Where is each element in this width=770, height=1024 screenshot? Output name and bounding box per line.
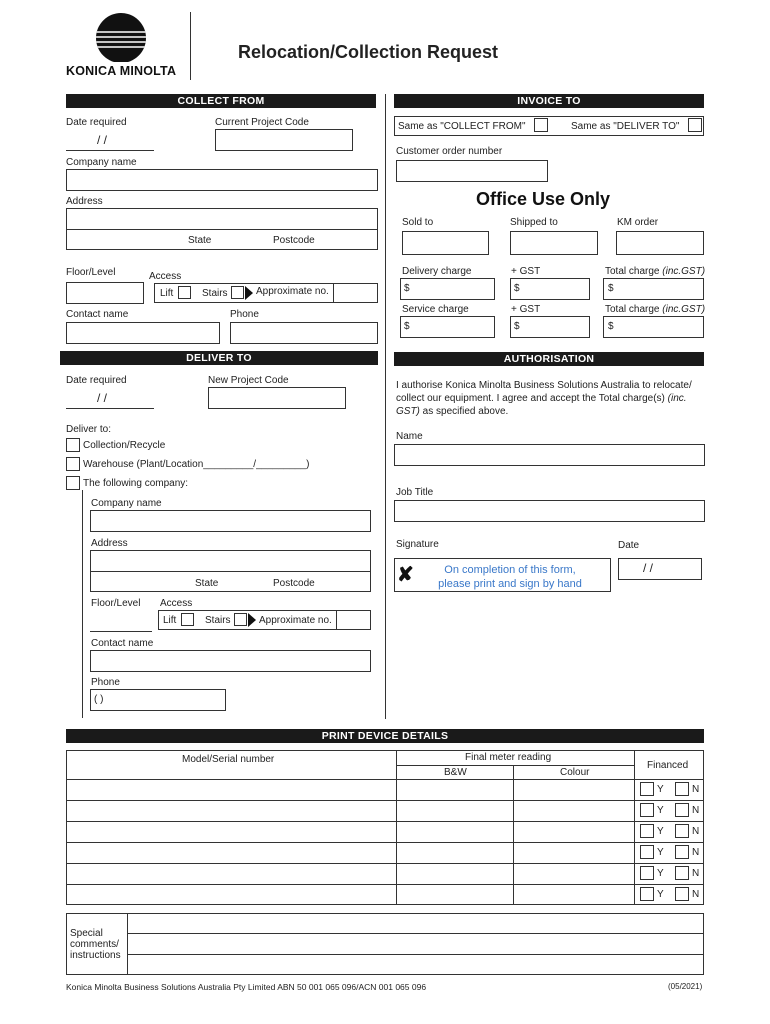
footer-version: (05/2021)	[668, 982, 703, 991]
new-project-code-label: New Project Code	[208, 375, 289, 386]
device-model-field[interactable]	[67, 843, 395, 862]
device-bw-field[interactable]	[397, 864, 512, 883]
shipped-to-label: Shipped to	[510, 217, 558, 228]
colour-header: Colour	[560, 767, 590, 778]
service-total-inc-gst: (inc.GST)	[662, 304, 706, 315]
same-as-deliver-checkbox[interactable]	[688, 118, 702, 132]
collect-from-heading: COLLECT FROM	[66, 94, 376, 108]
deliver-company-label: Company name	[91, 498, 162, 509]
service-gst-label: + GST	[511, 304, 541, 315]
footer-company: Konica Minolta Business Solutions Australia Pty Limited ABN 50 001 065 096/ACN 001 065 096	[66, 982, 427, 992]
following-company-checkbox[interactable]	[66, 476, 80, 490]
collect-phone-field[interactable]	[230, 322, 378, 344]
service-total-dollar: $	[608, 321, 614, 332]
km-order-field[interactable]	[616, 231, 704, 255]
delivery-charge-dollar: $	[404, 283, 410, 294]
same-as-collect-label: Same as "COLLECT FROM"	[398, 121, 526, 132]
logo-globe-icon	[66, 10, 186, 62]
delivery-total-field[interactable]	[603, 278, 704, 300]
financed-no-label: N	[692, 847, 700, 858]
financed-yes-label: Y	[657, 868, 664, 879]
brand-name: KONICA MINOLTA	[66, 64, 177, 78]
deliver-address-label: Address	[91, 538, 128, 549]
final-meter-header: Final meter reading	[465, 752, 552, 763]
delivery-total-dollar: $	[608, 283, 614, 294]
device-model-field[interactable]	[67, 885, 395, 904]
deliver-approx-label: Approximate no.	[259, 615, 332, 626]
deliver-date-slashes: / /	[97, 391, 108, 405]
delivery-gst-label: + GST	[511, 266, 541, 277]
service-charge-label: Service charge	[402, 304, 469, 315]
deliver-approx-arrow-icon	[248, 613, 256, 627]
header-divider	[190, 12, 191, 80]
current-project-code-field[interactable]	[215, 129, 353, 151]
device-bw-field[interactable]	[397, 780, 512, 799]
delivery-charge-field[interactable]	[400, 278, 495, 300]
collect-floor-field[interactable]	[66, 282, 144, 304]
deliver-date-field[interactable]	[66, 387, 154, 409]
special-label-line-3: instructions	[70, 950, 121, 961]
device-model-field[interactable]	[67, 801, 395, 820]
collect-contact-field[interactable]	[66, 322, 220, 344]
same-as-collect-checkbox[interactable]	[534, 118, 548, 132]
authorisation-heading: AUTHORISATION	[394, 352, 704, 366]
collect-contact-label: Contact name	[66, 309, 129, 320]
collect-floor-label: Floor/Level	[66, 267, 116, 278]
deliver-access-label: Access	[160, 598, 193, 609]
konica-minolta-logo	[66, 10, 186, 80]
device-colour-field[interactable]	[514, 885, 633, 904]
service-gst-field[interactable]	[510, 316, 590, 338]
deliver-address-divider	[90, 571, 371, 572]
deliver-approx-field[interactable]	[336, 610, 371, 630]
collect-postcode-label: Postcode	[273, 235, 315, 246]
authorisation-line-2-italic: (inc.	[667, 393, 687, 404]
deliver-state-label: State	[195, 578, 219, 589]
auth-job-title-field[interactable]	[394, 500, 705, 522]
collect-phone-label: Phone	[230, 309, 259, 320]
deliver-floor-field[interactable]	[90, 610, 152, 632]
device-bw-field[interactable]	[397, 801, 512, 820]
customer-order-field[interactable]	[396, 160, 548, 182]
model-serial-header: Model/Serial number	[182, 754, 275, 765]
authorisation-line-1: I authorise Konica Minolta Business Solutions Australia to relocate/	[396, 380, 692, 391]
devices-heading: PRINT DEVICE DETAILS	[66, 729, 704, 743]
financed-yes-checkbox[interactable]	[640, 866, 654, 880]
financed-yes-checkbox[interactable]	[640, 782, 654, 796]
collect-approx-field[interactable]	[333, 283, 378, 303]
collect-company-label: Company name	[66, 157, 137, 168]
warehouse-label: Warehouse (Plant/Location_________/_________)	[83, 459, 310, 470]
collect-date-label: Date required	[66, 117, 127, 128]
deliver-stairs-label: Stairs	[205, 615, 231, 626]
device-colour-field[interactable]	[514, 843, 633, 862]
authorisation-line-3-text: as specified above.	[419, 406, 509, 417]
service-charge-dollar: $	[404, 321, 410, 332]
delivery-gst-field[interactable]	[510, 278, 590, 300]
deliver-company-field[interactable]	[90, 510, 371, 532]
deliver-phone-paren: ( )	[94, 694, 104, 705]
auth-name-label: Name	[396, 431, 423, 442]
warehouse-checkbox[interactable]	[66, 457, 80, 471]
delivery-total-label	[605, 266, 705, 277]
device-model-field[interactable]	[67, 780, 395, 799]
authorisation-line-2	[396, 392, 706, 405]
collect-stairs-checkbox[interactable]	[231, 286, 244, 299]
financed-no-label: N	[692, 889, 700, 900]
auth-signature-label: Signature	[396, 539, 439, 550]
collect-lift-label: Lift	[160, 288, 174, 299]
financed-yes-label: Y	[657, 784, 664, 795]
customer-order-label: Customer order number	[396, 146, 503, 157]
signature-note-line-2: please print and sign by hand	[438, 578, 582, 590]
collect-date-slashes: / /	[97, 133, 108, 147]
deliver-lift-checkbox[interactable]	[181, 613, 194, 626]
auth-date-label: Date	[618, 540, 640, 551]
delivery-total-text: Total charge	[605, 266, 663, 277]
financed-no-checkbox[interactable]	[675, 782, 689, 796]
collect-lift-checkbox[interactable]	[178, 286, 191, 299]
special-comments-field[interactable]	[128, 914, 703, 974]
column-divider	[385, 94, 386, 719]
deliver-phone-label: Phone	[91, 677, 120, 688]
deliver-contact-label: Contact name	[91, 638, 154, 649]
deliver-to-label: Deliver to:	[66, 424, 112, 435]
collect-state-label: State	[188, 235, 212, 246]
financed-header: Financed	[647, 760, 689, 771]
financed-no-checkbox[interactable]	[675, 824, 689, 838]
deliver-contact-field[interactable]	[90, 650, 371, 672]
sold-to-label: Sold to	[402, 217, 434, 228]
collect-address-divider	[66, 229, 378, 230]
following-company-label: The following company:	[83, 478, 189, 489]
device-model-field[interactable]	[67, 822, 395, 841]
collect-access-label: Access	[149, 271, 182, 282]
financed-no-checkbox[interactable]	[675, 803, 689, 817]
service-gst-dollar: $	[514, 321, 520, 332]
new-project-code-field[interactable]	[208, 387, 346, 409]
financed-no-checkbox[interactable]	[675, 887, 689, 901]
delivery-gst-dollar: $	[514, 283, 520, 294]
collect-stairs-label: Stairs	[202, 288, 228, 299]
financed-yes-checkbox[interactable]	[640, 887, 654, 901]
financed-yes-label: Y	[657, 847, 664, 858]
financed-yes-label: Y	[657, 826, 664, 837]
device-model-field[interactable]	[67, 864, 395, 883]
deliver-to-heading: DELIVER TO	[60, 351, 378, 365]
deliver-date-label: Date required	[66, 375, 127, 386]
devices-col-sep-3	[634, 750, 635, 905]
service-total-label	[605, 304, 705, 315]
device-colour-field[interactable]	[514, 822, 633, 841]
deliver-postcode-label: Postcode	[273, 578, 315, 589]
financed-yes-label: Y	[657, 889, 664, 900]
signature-note-line-1: On completion of this form,	[444, 564, 576, 576]
deliver-lift-label: Lift	[163, 615, 177, 626]
service-total-field[interactable]	[603, 316, 704, 338]
collect-approx-arrow-icon	[245, 286, 253, 300]
deliver-stairs-checkbox[interactable]	[234, 613, 247, 626]
financed-yes-checkbox[interactable]	[640, 824, 654, 838]
page-title: Relocation/Collection Request	[238, 42, 499, 62]
signature-mark-icon: ✘	[397, 564, 414, 586]
collect-address-label: Address	[66, 196, 103, 207]
auth-date-slashes: / /	[643, 561, 654, 575]
same-as-deliver-label: Same as "DELIVER TO"	[571, 121, 680, 132]
bw-header: B&W	[444, 767, 467, 778]
device-colour-field[interactable]	[514, 864, 633, 883]
financed-yes-label: Y	[657, 805, 664, 816]
financed-no-checkbox[interactable]	[675, 866, 689, 880]
collect-approx-label: Approximate no.	[256, 286, 329, 297]
office-use-heading: Office Use Only	[476, 189, 611, 209]
authorisation-text	[396, 379, 706, 418]
special-label	[70, 928, 121, 961]
financed-yes-checkbox[interactable]	[640, 803, 654, 817]
financed-no-label: N	[692, 826, 700, 837]
service-charge-field[interactable]	[400, 316, 495, 338]
collect-date-field[interactable]	[66, 129, 154, 151]
device-bw-field[interactable]	[397, 822, 512, 841]
authorisation-line-3	[396, 405, 706, 418]
auth-date-field[interactable]	[618, 558, 702, 580]
special-label-line-1: Special	[70, 928, 103, 939]
collect-company-field[interactable]	[66, 169, 378, 191]
invoice-to-heading: INVOICE TO	[394, 94, 704, 108]
signature-note	[415, 563, 605, 591]
device-bw-field[interactable]	[397, 843, 512, 862]
authorisation-line-3-italic: GST)	[396, 406, 420, 417]
collection-recycle-label: Collection/Recycle	[83, 440, 166, 451]
auth-name-field[interactable]	[394, 444, 705, 466]
shipped-to-field[interactable]	[510, 231, 598, 255]
special-label-line-2: comments/	[70, 939, 119, 950]
financed-yes-checkbox[interactable]	[640, 845, 654, 859]
sold-to-field[interactable]	[402, 231, 489, 255]
current-project-code-label: Current Project Code	[215, 117, 309, 128]
authorisation-line-2-text: collect our equipment. I agree and accept the Total charge(s)	[396, 393, 668, 404]
delivery-charge-label: Delivery charge	[402, 266, 472, 277]
delivery-total-inc-gst: (inc.GST)	[662, 266, 706, 277]
financed-no-label: N	[692, 805, 700, 816]
devices-meter-sub-line	[396, 765, 634, 766]
device-bw-field[interactable]	[397, 885, 512, 904]
deliver-phone-field[interactable]	[90, 689, 226, 711]
financed-no-label: N	[692, 868, 700, 879]
auth-job-title-label: Job Title	[396, 487, 434, 498]
financed-no-checkbox[interactable]	[675, 845, 689, 859]
collection-recycle-checkbox[interactable]	[66, 438, 80, 452]
deliver-floor-label: Floor/Level	[91, 598, 141, 609]
device-colour-field[interactable]	[514, 801, 633, 820]
financed-no-label: N	[692, 784, 700, 795]
km-order-label: KM order	[617, 217, 659, 228]
service-total-text: Total charge	[605, 304, 663, 315]
device-colour-field[interactable]	[514, 780, 633, 799]
